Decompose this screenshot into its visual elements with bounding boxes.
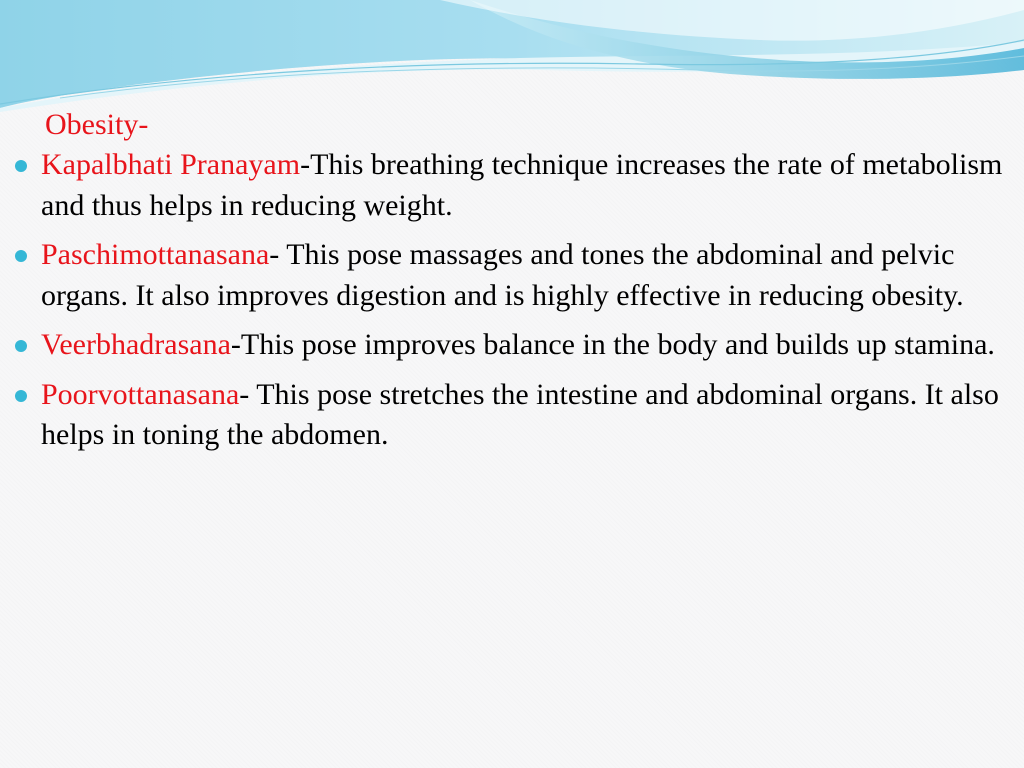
bullet-description: -This breathing technique increases the rate of metabolism and thus helps in reducing weight.	[41, 148, 1003, 222]
bullet-item-poorvottanasana	[18, 375, 1013, 456]
bullet-description: - This pose massages and tones the abdominal and pelvic organs. It also improves digestion and is highly effective in reducing obesity.	[41, 238, 964, 312]
bullet-item-paschimottanasana	[18, 235, 1013, 316]
bullet-item-veerbhadrasana	[18, 325, 1013, 366]
bullet-term: Kapalbhati Pranayam	[41, 148, 301, 181]
slide-content	[18, 105, 1013, 465]
bullet-description: - This pose stretches the intestine and abdominal organs. It also helps in toning the abdomen.	[41, 377, 999, 451]
bullet-description: -This pose improves balance in the body and builds up stamina.	[230, 328, 995, 361]
filled-circle-bullet-icon	[15, 390, 27, 402]
filled-circle-bullet-icon	[15, 340, 27, 352]
bullet-list	[18, 145, 1013, 456]
bullet-term: Poorvottanasana	[41, 377, 240, 411]
slide-heading: Obesity-	[45, 108, 149, 141]
filled-circle-bullet-icon	[15, 250, 27, 262]
filled-circle-bullet-icon	[15, 160, 27, 172]
bullet-term: Veerbhadrasana	[41, 328, 231, 361]
wave-header-decoration	[0, 0, 1024, 120]
bullet-item-kapalbhati	[18, 145, 1013, 226]
bullet-term: Paschimottanasana	[41, 238, 270, 271]
